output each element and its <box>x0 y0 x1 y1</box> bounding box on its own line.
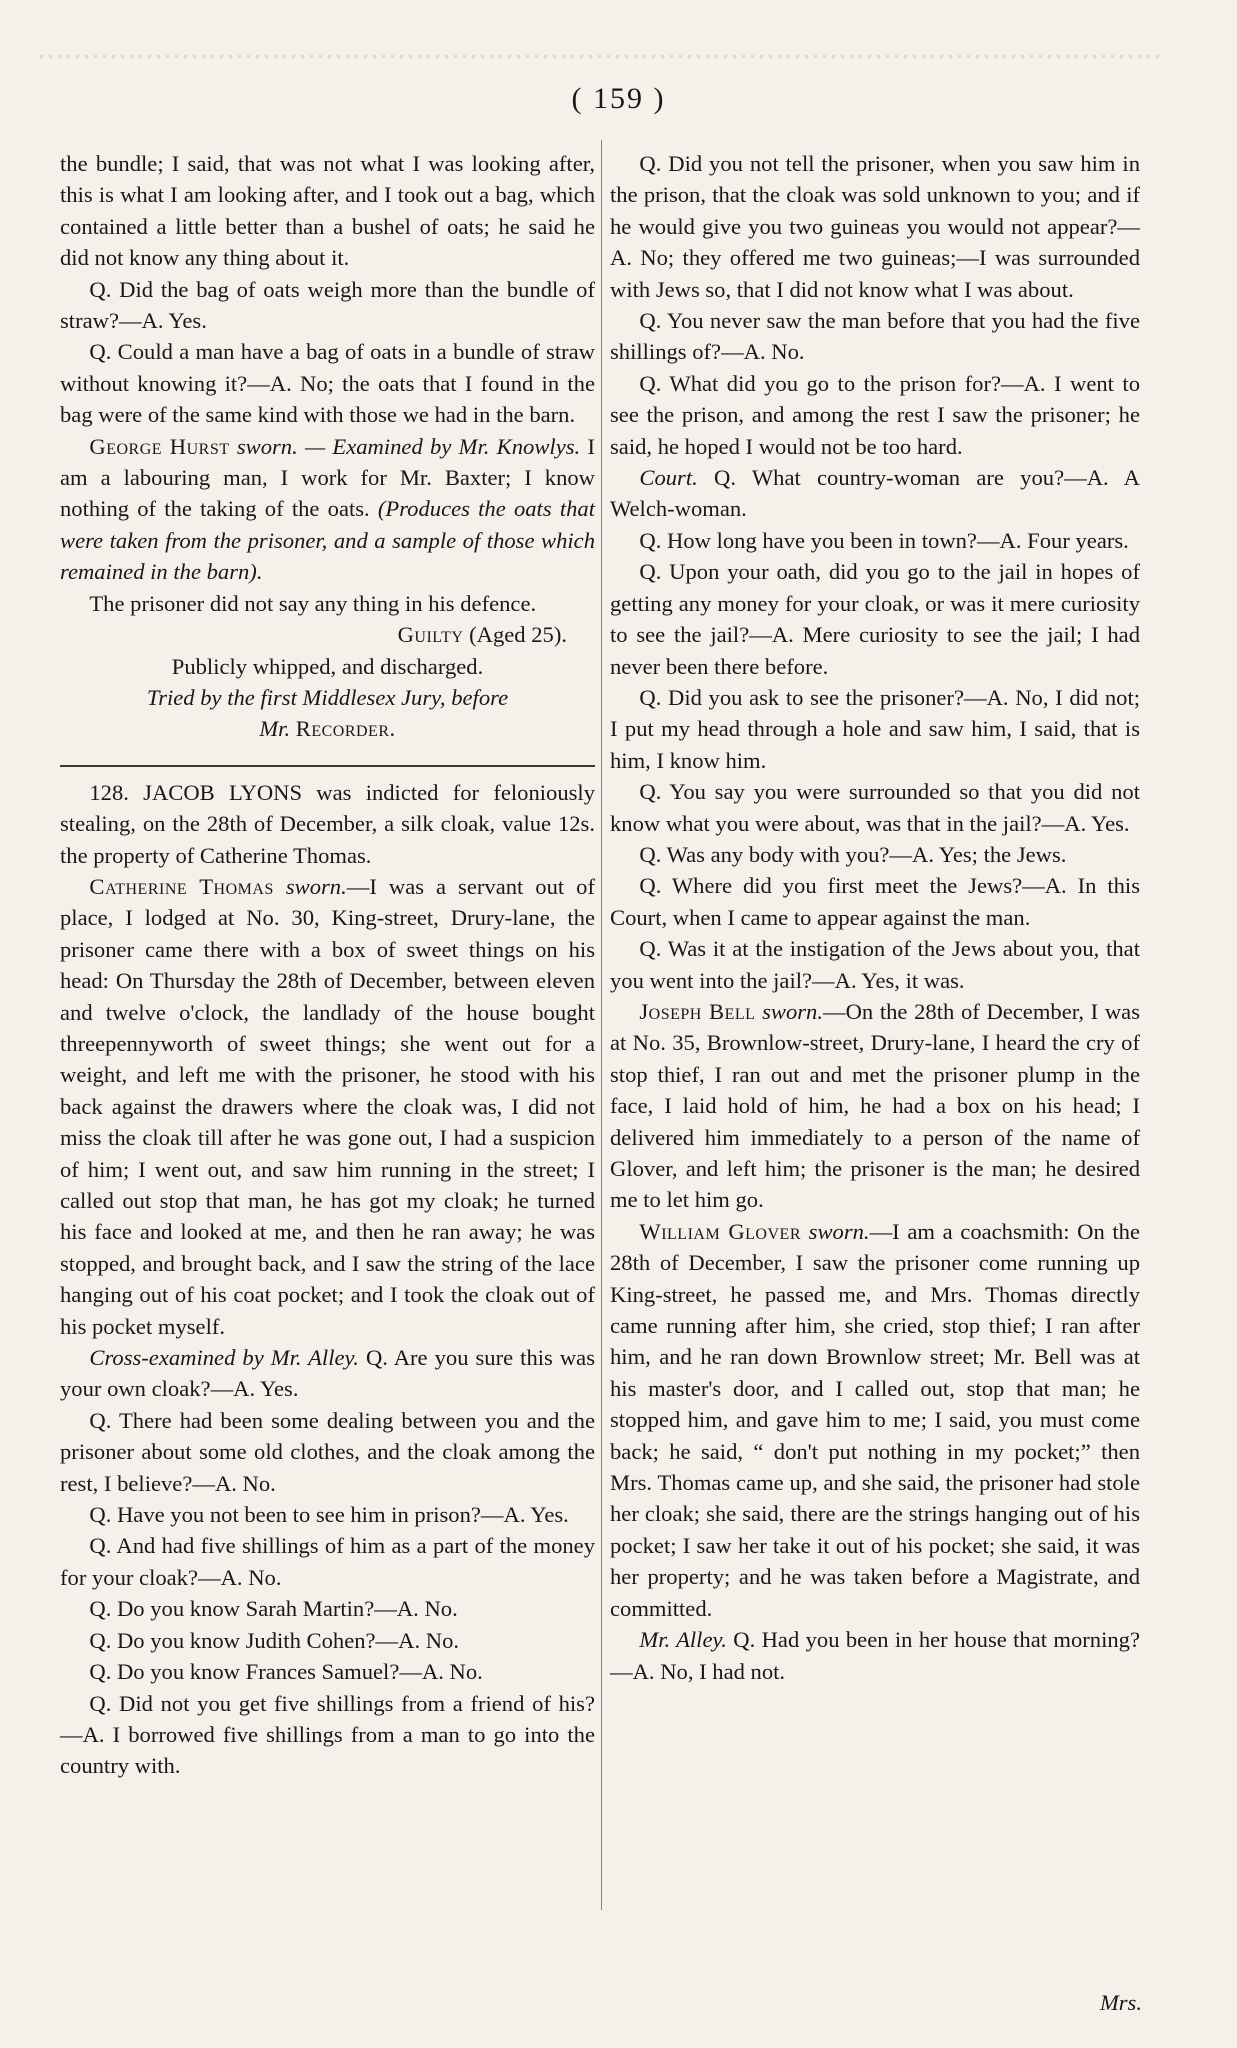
witness-paragraph <box>60 431 595 588</box>
question: Q. How long have you been in town?—A. Four years. <box>639 527 1129 553</box>
tried-recorder-line <box>60 713 595 744</box>
left-column <box>60 148 595 1782</box>
case-separator-rule <box>60 765 595 767</box>
witness-name: William Glover <box>639 1218 801 1244</box>
witness-paragraph <box>60 871 595 1342</box>
question: Q. What did you go to the prison for?—A. I went to see the prison, and among the rest I saw the prisoner; he said, he hoped I would not be too hard. <box>610 370 1140 459</box>
right-column <box>610 148 1140 1687</box>
court-question <box>610 462 1140 525</box>
verdict-word: Guilty <box>397 622 464 648</box>
question: Q. And had five shillings of him as a part of the money for your cloak?—A. No. <box>60 1533 595 1590</box>
question: Q. Did you ask to see the prisoner?—A. No, I did not; I put my head through a hole and saw him, I said, that is him, I know him. <box>610 684 1140 773</box>
question: Q. Do you know Judith Cohen?—A. No. <box>89 1627 460 1653</box>
question: Q. Upon your oath, did you go to the jail in hopes of getting any money for your cloak, or was it mere curiosity to see the jail?—A. Mere curiosity to see the jail; I had never been there before. <box>610 559 1140 679</box>
question: Q. Have you not been to see him in prison?—A. Yes. <box>89 1502 569 1528</box>
recorder: Recorder. <box>295 716 396 742</box>
question: Q. Was it at the instigation of the Jews about you, that you went into the jail?—A. Yes, it was. <box>610 936 1140 993</box>
paragraph: The prisoner did not say any thing in his defence. <box>89 590 537 616</box>
witness-text: I am a labouring man, I work for Mr. Baxter; I know nothing of the taking of the oats. <box>60 433 595 522</box>
column-divider <box>601 140 602 1910</box>
witness-name: Joseph Bell <box>639 998 756 1024</box>
court-label: Court. <box>639 465 698 491</box>
question: Q. Did you not tell the prisoner, when you saw him in the prison, that the cloak was sold unknown to you; and if he would give you two guineas you would not appear?—A. No; they offered me two guineas;—I was surrounded with Jews so, that I did not know what I was about. <box>610 151 1140 302</box>
question: Q. Had you been in her house that morning?—A. No, I had not. <box>610 1627 1140 1684</box>
witness-name: George Hurst <box>89 433 230 459</box>
witness-text: —I am a coachsmith: On the 28th of December, I saw the prisoner come running up King-street, he passed me, and Mrs. Thomas directly came running after him, she cried, stop thief; I ran after him, and he ran down Brownlow street; Mr. Bell was at his master's door, and I called out, stop that man; he stopped him, and gave him to me; I said, you must come back; he said, “ don't put nothing in my pocket;” then Mrs. Thomas came up, and she said, the prisoner had stole her cloak; she said, there are the strings hanging out of his pocket; I saw her take it out of his pocket; she said, it was her property; and he was taken before a Magistrate, and committed. <box>610 1218 1141 1621</box>
stage-direction: (Produces the oats that were taken from the prisoner, and a sample of those which remained in the barn). <box>60 496 595 585</box>
witness-text: —On the 28th of December, I was at No. 35, Brownlow-street, Drury-lane, I heard the cry of stop thief, I ran out and met the prisoner plump in the face, I laid hold of him, he had a box on his head; I delivered him immediately to a person of the name of Glover, and left him; the prisoner is the man; he desired me to let him go. <box>610 998 1140 1213</box>
verdict <box>60 619 595 650</box>
question: Q. Are you sure this was your own cloak?—A. Yes. <box>60 1345 595 1402</box>
tried-mr: Mr. <box>259 716 291 742</box>
question: Q. Was any body with you?—A. Yes; the Jews. <box>639 841 1067 867</box>
witness-sworn: sworn. <box>808 1218 870 1244</box>
sentence: Publicly whipped, and discharged. <box>171 653 484 679</box>
question: Q. Did not you get five shillings from a friend of his?—A. I borrowed five shillings from a man to go into the country with. <box>60 1690 595 1779</box>
paragraph: the bundle; I said, that was not what I was looking after, this is what I am looking after, and I took out a bag, which contained a little better than a bushel of oats; he said he did not know any thing about it. <box>60 151 595 271</box>
page-edge-speckle <box>40 55 1160 58</box>
page-number: ( 159 ) <box>571 82 666 115</box>
verdict-age: (Aged 25). <box>469 622 567 648</box>
witness-paragraph <box>610 996 1140 1216</box>
paragraph: Q. Could a man have a bag of oats in a bundle of straw without knowing it?—A. No; the oats that I found in the bag were of the same kind with those we had in the barn. <box>60 339 595 428</box>
cross-examination <box>610 1624 1140 1687</box>
tried-line: Tried by the first Middlesex Jury, before <box>146 684 509 710</box>
cross-examiner: Mr. Alley. <box>639 1627 727 1653</box>
witness-text: —I was a servant out of place, I lodged at No. 30, King-street, Drury-lane, the prisoner came there with a box of sweet things on his head: On Thursday the 28th of December, between eleven and twelve o'clock, the landlady of the house bought threepennyworth of sweet things; she went out for a weight, and left me with the prisoner, he stood with his back against the drawers where the cloak was, I did not miss the cloak till after he was gone out, I had a suspicion of him; I went out, and saw him running in the street; I called out stop that man, he has got my cloak; he turned his face and looked at me, and then he ran away; he was stopped, and brought back, and I saw the string of the lace hanging out of his coat pocket; and I took the cloak out of his pocket myself. <box>60 873 595 1339</box>
witness-paragraph <box>610 1216 1140 1624</box>
question: Q. Where did you first meet the Jews?—A. In this Court, when I came to appear against the man. <box>610 873 1140 930</box>
witness-sworn: sworn. <box>285 873 347 899</box>
witness-sworn: sworn. — Examined by Mr. Knowlys. <box>236 433 581 459</box>
cross-examination <box>60 1342 595 1405</box>
question: Q. You never saw the man before that you had the five shillings of?—A. No. <box>610 308 1140 365</box>
question: Q. What country-woman are you?—A. A Welch-woman. <box>610 465 1140 522</box>
witness-name: Catherine Thomas <box>89 873 274 899</box>
catchword: Mrs. <box>1099 1990 1142 2015</box>
question: Q. Do you know Sarah Martin?—A. No. <box>89 1596 458 1622</box>
case-intro: 128. JACOB LYONS was indicted for feloniously stealing, on the 28th of December, a silk cloak, value 12s. the property of Catherine Thomas. <box>60 779 595 868</box>
question: Q. There had been some dealing between you and the prisoner about some old clothes, and the cloak among the rest, I believe?—A. No. <box>60 1407 595 1496</box>
paragraph: Q. Did the bag of oats weigh more than the bundle of straw?—A. Yes. <box>60 276 595 334</box>
cross-examiner: Cross-examined by Mr. Alley. <box>89 1345 359 1371</box>
question: Q. Do you know Frances Samuel?—A. No. <box>89 1659 483 1685</box>
question: Q. You say you were surrounded so that you did not know what you were about, was that in the jail?—A. Yes. <box>610 779 1140 836</box>
witness-sworn: sworn. <box>762 998 823 1024</box>
